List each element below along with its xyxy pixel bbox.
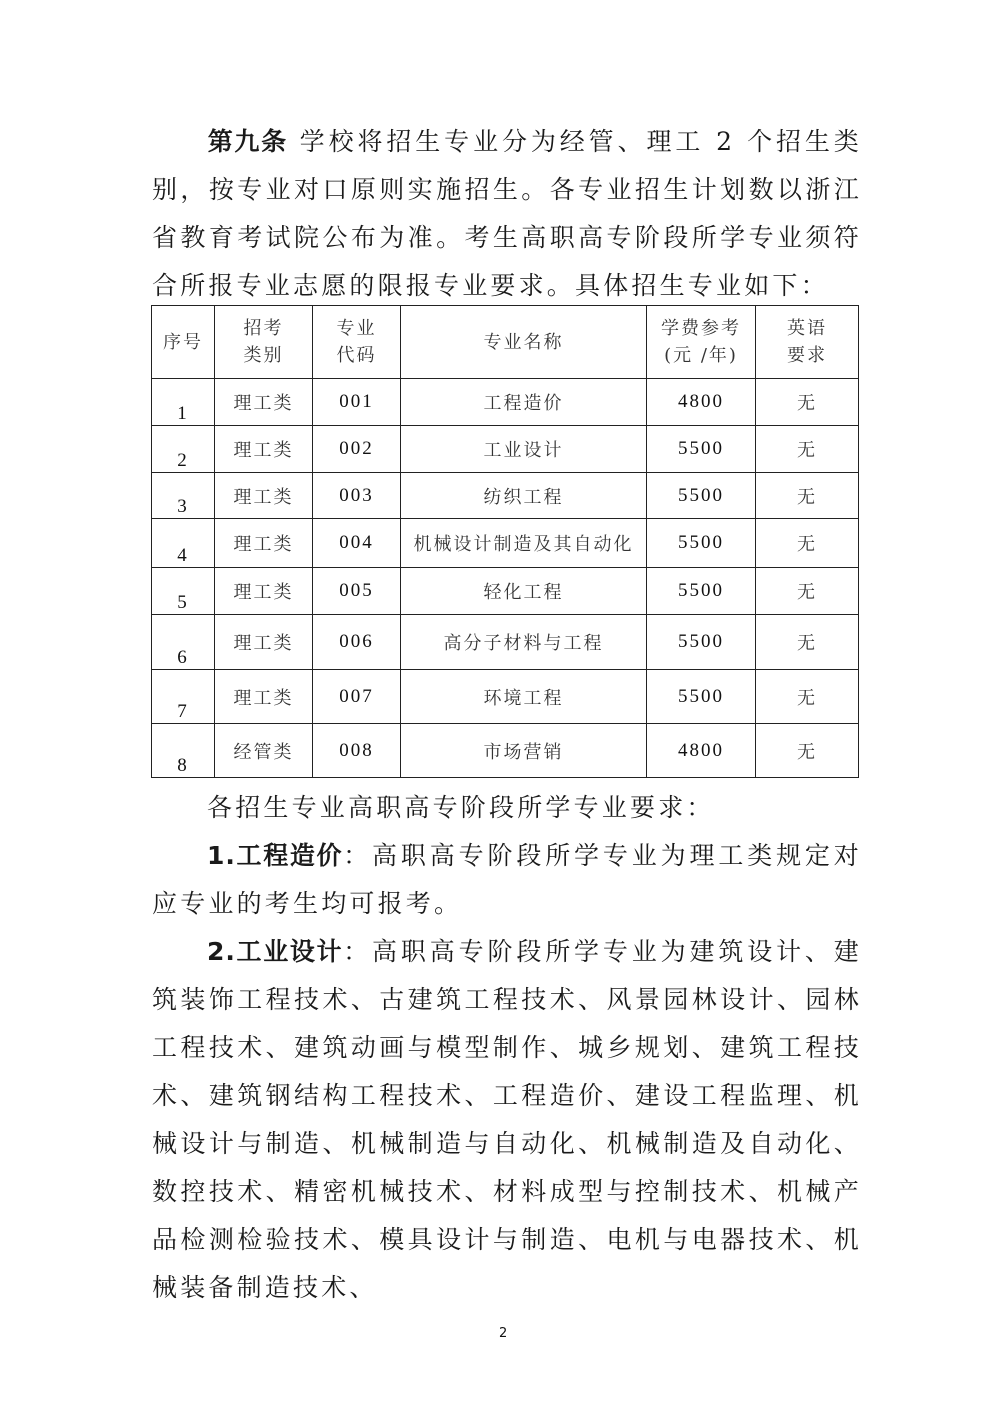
requirement-label: 2.工业设计 (207, 937, 344, 966)
cell-fee: 4800 (647, 724, 756, 778)
cell-seq: 2 (152, 426, 215, 473)
cell-category: 理工类 (215, 426, 313, 473)
article-nine-paragraph (152, 118, 862, 310)
cell-major-name: 工程造价 (401, 379, 647, 426)
cell-major-name: 机械设计制造及其自动化 (401, 519, 647, 568)
table-row (152, 615, 859, 670)
cell-major-name: 轻化工程 (401, 568, 647, 615)
article-intro-rest: 别，按专业对口原则实施招生。各专业招生计划数以浙江省教育考试院公布为准。考生高职高专阶段所学专业须符合所报专业志愿的限报专业要求。具体招生专业如下： (152, 175, 862, 300)
majors-table (151, 305, 859, 778)
cell-seq: 6 (152, 615, 215, 670)
requirement-item-2: 2.工业设计：高职高专阶段所学专业为建筑设计、建筑装饰工程技术、古建筑工程技术、风景园林设计、园林工程技术、建筑动画与模型制作、城乡规划、建筑工程技术、建筑钢结构工程技术、工程造价、建设工程监理、机械设计与制造、机械制造与自动化、机械制造及自动化、数控技术、精密机械技术、材料成型与控制技术、机械产品检测检验技术、模具设计与制造、电机与电器技术、机械装备制造技术、 (152, 937, 862, 1302)
table-row (152, 724, 859, 778)
header-fee: 学费参考 (元 /年) (647, 306, 756, 379)
cell-category: 理工类 (215, 519, 313, 568)
cell-seq: 7 (152, 670, 215, 724)
cell-fee: 5500 (647, 473, 756, 519)
cell-category: 理工类 (215, 615, 313, 670)
cell-fee: 5500 (647, 670, 756, 724)
cell-fee: 5500 (647, 426, 756, 473)
cell-english: 无 (756, 426, 859, 473)
requirement-text: 高职高专阶段所学专业为理工类规定对应专业的考生均可报考。 (152, 841, 862, 918)
cell-major-name: 高分子材料与工程 (401, 615, 647, 670)
cell-fee: 4800 (647, 379, 756, 426)
cell-code: 004 (313, 519, 401, 568)
cell-category: 经管类 (215, 724, 313, 778)
cell-english: 无 (756, 615, 859, 670)
cell-code: 003 (313, 473, 401, 519)
table-row (152, 568, 859, 615)
cell-code: 001 (313, 379, 401, 426)
requirement-item-1: 1.工程造价：高职高专阶段所学专业为理工类规定对应专业的考生均可报考。 (152, 841, 862, 918)
table-row (152, 670, 859, 724)
cell-code: 008 (313, 724, 401, 778)
cell-code: 002 (313, 426, 401, 473)
cell-fee: 5500 (647, 519, 756, 568)
cell-english: 无 (756, 670, 859, 724)
cell-seq: 1 (152, 379, 215, 426)
cell-code: 005 (313, 568, 401, 615)
page-number: 2 (499, 1326, 508, 1341)
cell-category: 理工类 (215, 568, 313, 615)
table-row (152, 473, 859, 519)
article-intro-line1: 学校将招生专业分为经管、理工 2 个招生类 (299, 127, 862, 156)
table-row (152, 426, 859, 473)
table-header-row (152, 306, 859, 379)
cell-english: 无 (756, 379, 859, 426)
cell-category: 理工类 (215, 670, 313, 724)
header-category: 招考 类别 (215, 306, 313, 379)
cell-fee: 5500 (647, 615, 756, 670)
cell-code: 006 (313, 615, 401, 670)
cell-major-name: 纺织工程 (401, 473, 647, 519)
requirements-intro: 各招生专业高职高专阶段所学专业要求： (207, 793, 715, 822)
cell-seq: 3 (152, 473, 215, 519)
cell-category: 理工类 (215, 379, 313, 426)
requirement-text: 高职高专阶段所学专业为建筑设计、建筑装饰工程技术、古建筑工程技术、风景园林设计、园林工程技术、建筑动画与模型制作、城乡规划、建筑工程技术、建筑钢结构工程技术、工程造价、建设工程监理、机械设计与制造、机械制造与自动化、机械制造及自动化、数控技术、精密机械技术、材料成型与控制技术、机械产品检测检验技术、模具设计与制造、电机与电器技术、机械装备制造技术、 (152, 937, 862, 1302)
cell-english: 无 (756, 519, 859, 568)
table-row (152, 379, 859, 426)
header-code: 专业 代码 (313, 306, 401, 379)
cell-english: 无 (756, 473, 859, 519)
table-row (152, 519, 859, 568)
cell-seq: 5 (152, 568, 215, 615)
cell-code: 007 (313, 670, 401, 724)
header-major-name: 专业名称 (401, 306, 647, 379)
cell-seq: 4 (152, 519, 215, 568)
cell-seq: 8 (152, 724, 215, 778)
header-english: 英语 要求 (756, 306, 859, 379)
requirement-label: 1.工程造价 (207, 841, 344, 870)
cell-major-name: 环境工程 (401, 670, 647, 724)
article-heading: 第九条 (207, 127, 288, 156)
cell-category: 理工类 (215, 473, 313, 519)
header-seq: 序号 (152, 306, 215, 379)
cell-major-name: 工业设计 (401, 426, 647, 473)
cell-english: 无 (756, 724, 859, 778)
cell-fee: 5500 (647, 568, 756, 615)
cell-english: 无 (756, 568, 859, 615)
cell-major-name: 市场营销 (401, 724, 647, 778)
